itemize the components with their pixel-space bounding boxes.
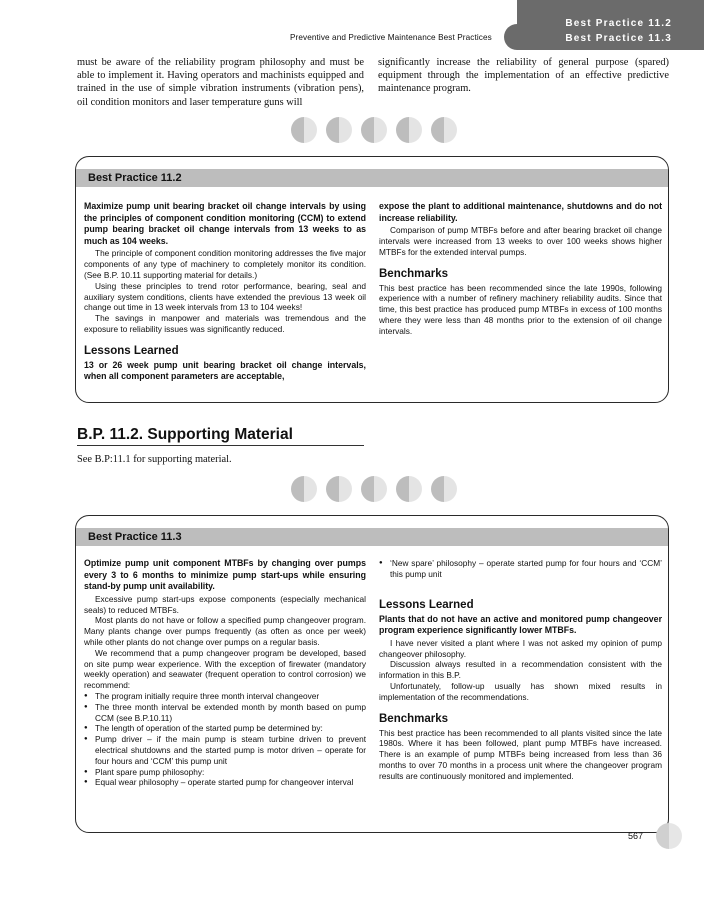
- list-item: ● Plant spare pump philosophy:: [84, 767, 366, 778]
- benchmarks-paragraph: This best practice has been recommended to all plants visited since the late 1980s. Where it has been followed, plant pump MTBFs have increased. There is an example of pump MTBFs being increased from less than 36 months to over 70 months in a process unit where the changeover program results are continuously monitored and implemented.: [379, 727, 662, 781]
- list-item: ● ‘New spare’ philosophy – operate started pump for four hours and ‘CCM’ this pump unit: [379, 558, 662, 580]
- recommendation-list-continued: [379, 558, 662, 580]
- divider-dot-icon: [361, 117, 387, 143]
- divider-dot-icon: [396, 476, 422, 502]
- bp113-paragraph: We recommend that a pump changeover program be developed, based on site pump wear experience. With the exception of firewater (mandatory weekly operation) and seawater (frequent operation to control corrosion) we recommend:: [84, 647, 366, 691]
- tab-best-practice-11-3: Best Practice 11.3: [565, 33, 672, 44]
- lessons-paragraph: Unfortunately, follow-up usually has shown mixed results in implementation of the recommendations.: [379, 680, 662, 702]
- divider-dot-icon: [361, 476, 387, 502]
- benchmarks-paragraph: This best practice has been recommended since the late 1990s, following experience with a number of refinery machinery reliability audits. Since that time, this best practice has produced pump MTBFs in excess of 100 months where they were less than 48 months prior to the extension of oil change intervals.: [379, 282, 662, 336]
- divider-dot-icon: [396, 117, 422, 143]
- divider-dot-icon: [326, 117, 352, 143]
- bp112-lead: Maximize pump unit bearing bracket oil change intervals by using the principles of component condition monitoring (CCM) to extend pump bearing bracket oil change intervals from 13 weeks to as much as 104 weeks.: [84, 201, 366, 246]
- bp112-left-column: [84, 201, 366, 384]
- lessons-paragraph: Discussion always resulted in a recommendation consistent with the information in this B.P.: [379, 659, 662, 681]
- list-item: ● Pump driver – if the main pump is steam turbine driven to prevent electrical shutdowns and the started pump is motor driven – operate for four hours and ‘CCM’ this pump unit: [84, 734, 366, 766]
- bp112-paragraph: The principle of component condition monitoring addresses the five major components of any type of machinery to completely monitor its condition. (See B.P. 10.11 supporting material for details.): [84, 248, 366, 280]
- box-title: Best Practice 11.3: [76, 528, 668, 546]
- divider-dot-icon: [291, 476, 317, 502]
- lessons-learned-heading: Lessons Learned: [379, 598, 474, 611]
- benchmarks-heading: Benchmarks: [379, 267, 449, 280]
- section-body: See B.P:11.1 for supporting material.: [77, 454, 232, 465]
- lessons-learned-heading: Lessons Learned: [84, 344, 179, 357]
- book-title: Preventive and Predictive Maintenance Best Practices: [290, 33, 492, 42]
- header-tab: [517, 0, 704, 50]
- page-number: 567: [628, 831, 644, 841]
- list-item: ● The length of operation of the started pump be determined by:: [84, 723, 366, 734]
- lessons-lead-continued: expose the plant to additional maintenance, shutdowns and do not increase reliability.: [379, 201, 662, 223]
- bp113-right-column: [379, 558, 662, 782]
- bp112-right-column: [379, 201, 662, 337]
- divider-dots: [291, 476, 457, 502]
- intro-left-text: must be aware of the reliability program philosophy and must be able to implement it. Having operators and machinists equipped and trained in the use of simple vibration instruments (vibration pens), oil condition monitors and laser temperature guns will: [77, 57, 364, 108]
- list-item: ● The program initially require three month interval changeover: [84, 691, 366, 702]
- bp113-left-column: [84, 558, 366, 788]
- divider-dots: [291, 117, 457, 143]
- tab-best-practice-11-2: Best Practice 11.2: [565, 18, 672, 29]
- list-item: ● Equal wear philosophy – operate started pump for changeover interval: [84, 777, 366, 788]
- bp113-paragraph: Excessive pump start-ups expose components (especially mechanical seals) to reduced MTBFs.: [84, 593, 366, 615]
- benchmarks-heading: Benchmarks: [379, 712, 449, 725]
- bp112-paragraph: The savings in manpower and materials was tremendous and the exposure to reliability issues was significantly reduced.: [84, 313, 366, 334]
- bp113-paragraph: Most plants do not have or follow a specified pump changeover program. Many plants change over pumps frequently (as often as once per week) while other plants do not change over pumps on a regular basis.: [84, 615, 366, 647]
- divider-dot-icon: [431, 117, 457, 143]
- bp112-paragraph: Using these principles to trend rotor performance, bearing, seal and auxiliary system conditions, clients have extended the previous 13 week oil change out time in 13 week intervals from 13 to 104 weeks!: [84, 280, 366, 313]
- bp113-lead: Optimize pump unit component MTBFs by changing over pumps every 3 to 6 months to minimize pump start-ups while ensuring stand-by pump unit availability.: [84, 558, 366, 592]
- divider-dot-icon: [291, 117, 317, 143]
- best-practice-11-3-box: [75, 515, 669, 833]
- recommendation-list: [84, 691, 366, 788]
- box-title: Best Practice 11.2: [76, 169, 668, 187]
- intro-right-text: significantly increase the reliability of general purpose (spared) equipment through the implementation of an effective predictive maintenance program.: [378, 57, 669, 95]
- lessons-paragraph: Comparison of pump MTBFs before and after bearing bracket oil change intervals were increased from 13 weeks to over 100 weeks shows higher MTBFs for the extended interval pumps.: [379, 225, 662, 257]
- page-number-circle-icon: [656, 823, 682, 849]
- divider-dot-icon: [326, 476, 352, 502]
- divider-dot-icon: [431, 476, 457, 502]
- lessons-lead: 13 or 26 week pump unit bearing bracket oil change intervals, when all component parameters are acceptable,: [84, 359, 366, 382]
- section-title: B.P. 11.2. Supporting Material: [77, 426, 293, 443]
- lessons-paragraph: I have never visited a plant where I was not asked my opinion of pump changeover philosophy.: [379, 637, 662, 659]
- best-practice-11-2-box: [75, 156, 669, 403]
- list-item: ● The three month interval be extended month by month based on pump CCM (see B.P.10.11): [84, 702, 366, 724]
- lessons-lead: Plants that do not have an active and monitored pump changeover program experience significantly lower MTBFs.: [379, 613, 662, 636]
- section-rule: [77, 445, 364, 446]
